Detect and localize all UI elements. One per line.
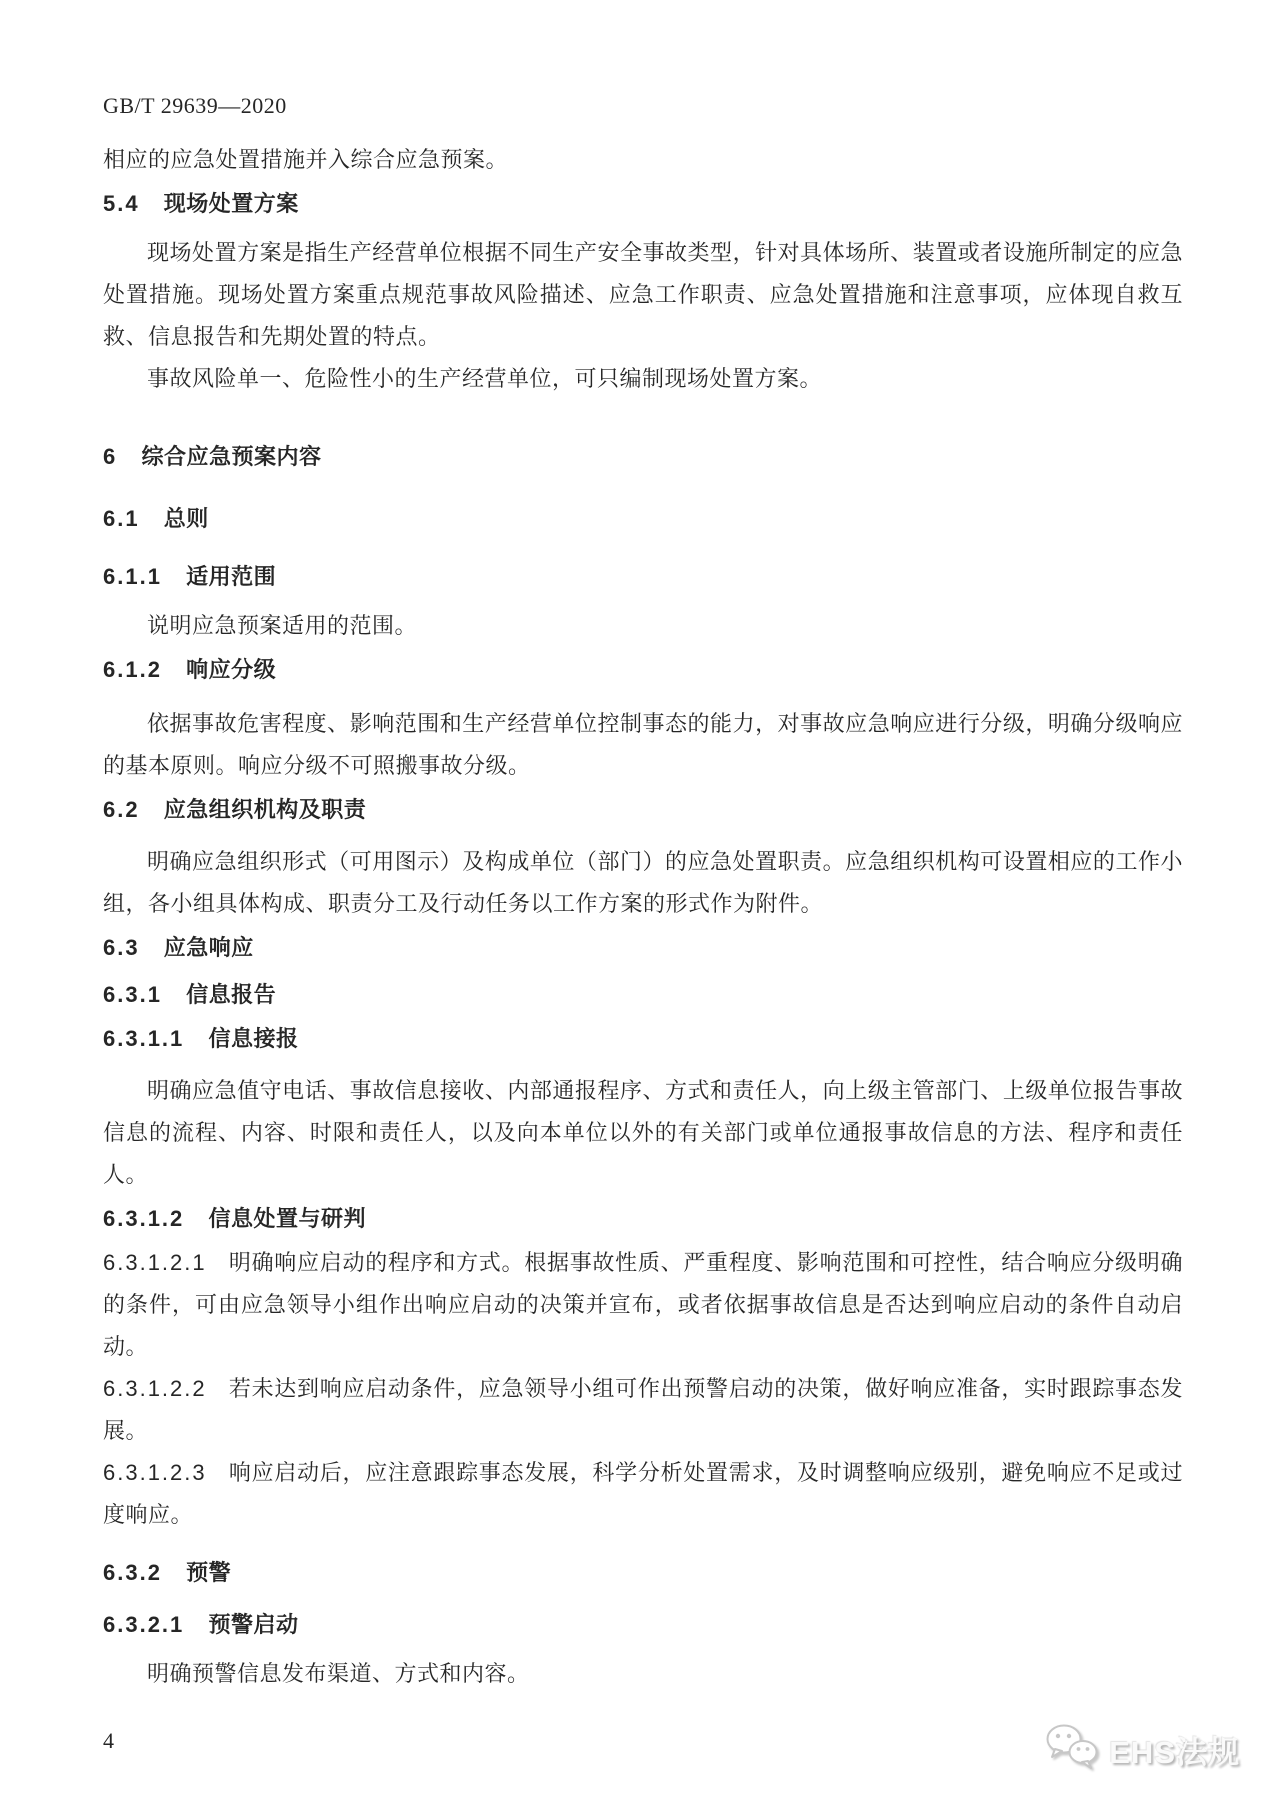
section-heading-6-3 (103, 927, 1183, 969)
section-heading-5-4 (103, 183, 1183, 225)
section-title: 现场处置方案 (163, 191, 299, 216)
section-title: 综合应急预案内容 (141, 444, 322, 469)
section-number: 6.1.2 (103, 657, 162, 682)
paragraph-6-3-1-1: 明确应急值守电话、事故信息接收、内部通报程序、方式和责任人，向上级主管部门、上级单位报告事故信息的流程、内容、时限和责任人，以及向本单位以外的有关部门或单位通报事故信息的方法、程序和责任人。 (103, 1078, 1183, 1187)
page-number: 4 (103, 1728, 114, 1753)
section-heading-6-3-2 (103, 1552, 1183, 1594)
section-heading-6-1-2 (103, 649, 1183, 691)
paragraph-6-1-2: 依据事故危害程度、影响范围和生产经营单位控制事态的能力，对事故应急响应进行分级，明确分级响应的基本原则。响应分级不可照搬事故分级。 (103, 711, 1183, 778)
section-heading-6-2 (103, 789, 1183, 831)
watermark-label: EHS法规 (1109, 1735, 1240, 1770)
section-number: 6.3.1.2 (103, 1206, 185, 1231)
section-number: 5.4 (103, 191, 140, 216)
section-heading-6-3-1 (103, 974, 1183, 1016)
section-title: 预警启动 (208, 1612, 299, 1637)
section-title: 信息处置与研判 (208, 1206, 366, 1231)
section-title: 响应分级 (186, 657, 277, 682)
clause-number: 6.3.1.2.1 (103, 1250, 207, 1275)
section-number: 6.3 (103, 935, 140, 960)
clause-paragraph-6-3-1-2-2 (103, 1368, 1183, 1452)
section-heading-6-3-2-1 (103, 1604, 1183, 1646)
section-title: 应急组织机构及职责 (163, 797, 367, 822)
clause-number: 6.3.1.2.2 (103, 1376, 207, 1401)
section-heading-6-3-1-2 (103, 1198, 1183, 1240)
section-number: 6.1.1 (103, 564, 162, 589)
clause-number: 6.3.1.2.3 (103, 1460, 207, 1485)
paragraph-6-3-2-1: 明确预警信息发布渠道、方式和内容。 (147, 1661, 530, 1686)
section-heading-6-3-1-1 (103, 1018, 1183, 1060)
section-number: 6.2 (103, 797, 140, 822)
clause-paragraph-6-3-1-2-3 (103, 1452, 1183, 1536)
wechat-icon (1043, 1722, 1101, 1777)
watermark (1043, 1722, 1240, 1777)
section-title: 信息报告 (186, 982, 277, 1007)
section-number: 6.3.2.1 (103, 1612, 185, 1637)
clause-text: 明确响应启动的程序和方式。根据事故性质、严重程度、影响范围和可控性，结合响应分级明确的条件，可由应急领导小组作出响应启动的决策并宣布，或者依据事故信息是否达到响应启动的条件自动启动。 (103, 1250, 1183, 1359)
paragraph-5-4-b: 事故风险单一、危险性小的生产经营单位，可只编制现场处置方案。 (147, 366, 823, 391)
standard-code: GB/T 29639—2020 (103, 93, 287, 118)
section-number: 6.3.1 (103, 982, 162, 1007)
section-number: 6 (103, 444, 118, 469)
section-number: 6.1 (103, 506, 140, 531)
clause-text: 响应启动后，应注意跟踪事态发展，科学分析处置需求，及时调整响应级别，避免响应不足或过度响应。 (103, 1460, 1183, 1527)
section-title: 应急响应 (163, 935, 254, 960)
section-heading-6-1 (103, 498, 1183, 540)
chapter-heading-6 (103, 436, 1183, 478)
carryover-paragraph: 相应的应急处置措施并入综合应急预案。 (103, 147, 509, 172)
clause-text: 若未达到响应启动条件，应急领导小组可作出预警启动的决策，做好响应准备，实时跟踪事态发展。 (103, 1376, 1183, 1443)
paragraph-6-1-1: 说明应急预案适用的范围。 (147, 613, 418, 638)
paragraph-6-2: 明确应急组织形式（可用图示）及构成单位（部门）的应急处置职责。应急组织机构可设置相应的工作小组，各小组具体构成、职责分工及行动任务以工作方案的形式作为附件。 (103, 849, 1183, 916)
section-title: 预警 (186, 1560, 232, 1585)
section-title: 适用范围 (186, 564, 277, 589)
clause-paragraph-6-3-1-2-1 (103, 1242, 1183, 1368)
section-number: 6.3.1.1 (103, 1026, 185, 1051)
section-title: 总则 (163, 506, 209, 531)
section-number: 6.3.2 (103, 1560, 162, 1585)
section-title: 信息接报 (208, 1026, 299, 1051)
section-heading-6-1-1 (103, 556, 1183, 598)
paragraph-5-4-a: 现场处置方案是指生产经营单位根据不同生产安全事故类型，针对具体场所、装置或者设施所制定的应急处置措施。现场处置方案重点规范事故风险描述、应急工作职责、应急处置措施和注意事项，应体现自救互救、信息报告和先期处置的特点。 (103, 240, 1183, 349)
